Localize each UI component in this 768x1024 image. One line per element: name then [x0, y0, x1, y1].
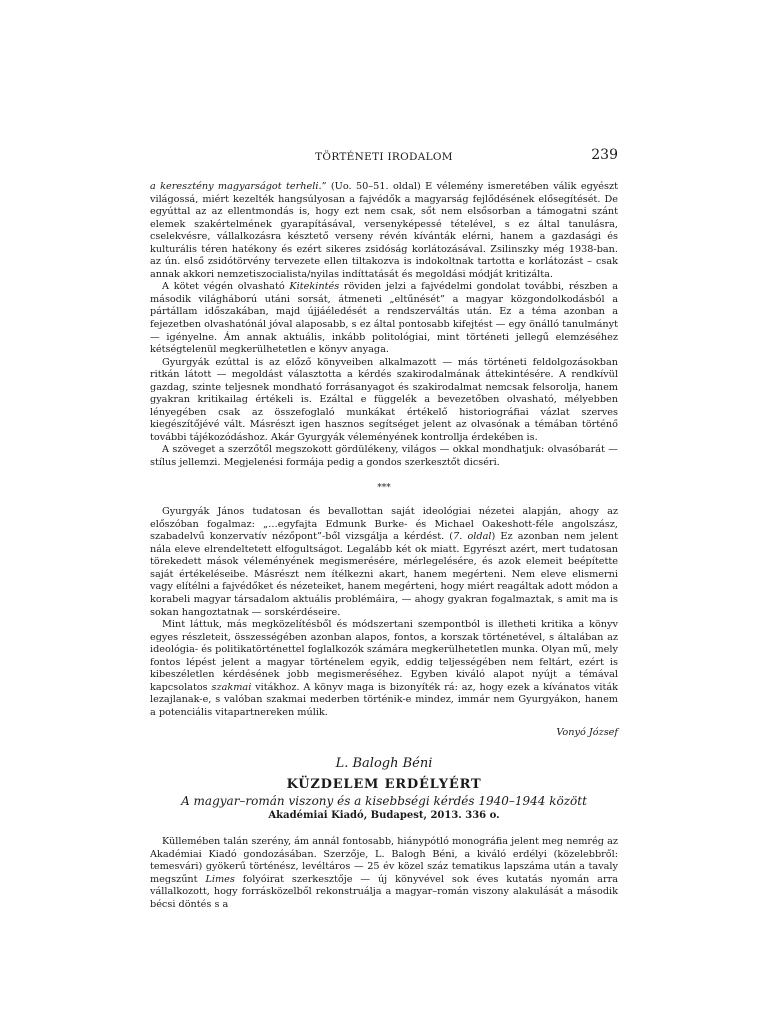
text-run: röviden jelzi a fajvédelmi gondolat további, részben a második világháború utáni sorsát, átmeneti „eltűnését” a magyar közgondolkodásból a pártállam időszakában, majd újjáéledését a rendszerváltás után. Ez a téma azonban a fejezetben olvashatónál jóval alaposabb, s ez által pontosabb kifejtést — egy önálló tanulmányt — igényelne. Ám annak aktuális, inkább politológiai, mint történeti jellegű elemzéséhez kétségtelenül megkerülhetetlen e könyv anyaga. — [150, 281, 618, 356]
italic-text: Kitekintés — [289, 281, 340, 293]
paragraph — [150, 281, 618, 356]
reviewed-book-publisher: Akadémiai Kiadó, Budapest, 2013. 336 o. — [268, 809, 500, 821]
text-run: vitákhoz. A könyv maga is bizonyíték rá: az, hogy ezek a kívánatos viták lezajlanak-e, s valóban szakmai mederben történik-e mindez, immár nem Gyurgyákon, hanem a potenciális vitapartnereken múlik. — [150, 681, 618, 718]
section-separator: *** — [377, 482, 391, 493]
italic-text: szakmai — [211, 681, 252, 693]
text-run: Mint láttuk, más megközelítésből és módszertani szempontból is illetheti kritika a könyv egyes részleteit, összességében azonban alapos, fontos, a korszak történetével, s általában az ideológia- és politikatörténettel foglalkozók számára megkerülhetetlen munka. Olyan mű, mely fontos lépést jelent a magyar történelem egyik, eddig teljességében nem feltárt, ezért is kibeszéletlen kérdésének jobb megismeréséhez. Egyben kiváló alapot nyújt a témával kapcsolatos — [150, 619, 618, 693]
reviewed-book-title: KÜZDELEM ERDÉLYÉRT — [286, 776, 482, 792]
italic-text: a keresztény magyarságot terheli. — [150, 181, 322, 192]
italic-text: Limes — [205, 873, 235, 885]
text-run: Küllemében talán szerény, ám annál fontosabb, hiánypótló monográfia jelent meg nemrég az Akadémiai Kiadó gondozásában. Szerzője, L. Balogh Béni, a kiváló erdélyi (közelebbről: temesvári) gyökerű történész, levéltáros — 25 év közel száz tematikus lapszáma után a tavaly megszűnt — [150, 835, 618, 885]
paragraph — [150, 619, 618, 719]
text-run: A szöveget a szerzőtől megszokott gördülékeny, világos — okkal mondhatjuk: olvasóbarát — stílus jellemzi. Megjelenési formája pedig a gondos szerkesztőt dicséri. — [150, 444, 618, 469]
paragraph — [150, 444, 618, 469]
text-run: folyóirat szerkesztője — új könyvével sok éves kutatás nyomán arra vállalkozott, hogy forrásközelből rekonstruálja a magyar–román viszony alakulását a második bécsi döntés s a — [150, 873, 618, 910]
new-review-text — [150, 836, 618, 911]
page-body — [150, 181, 618, 911]
reviewer-signature: Vonyó József — [556, 727, 618, 739]
text-run: Gyurgyák János tudatosan és bevallottan saját ideológiai nézetei alapján, ahogy az előszóban fogalmaz: „…egyfajta Edmunk Burke- és Michael Oakeshott-féle angolszász, szabadelvű konzervatív nézőpont”-ből vizsgálja a kérdést. ( — [150, 506, 618, 543]
running-head: TÖRTÉNETI IRODALOM — [315, 151, 453, 163]
text-run: Gyurgyák ezúttal is az előző könyveiben alkalmazott — más történeti feldolgozásokban ritkán látott — megoldást választotta a kérdés szakirodalmának áttekintésére. A rendkívül gazdag, szinte teljesnek mondható forrásanyagot és szakirodalmat nemcsak felsorolja, hanem gyakran kritikailag értékeli is. Ezáltal e függelék a bevezetőben olvasható, mélyebben lényegében csak az összefoglaló munkákat értékelő historiográfiai vázlat szerves kiegészítőjévé vált. Másrészt igen hasznos segítséget jelent az olvasónak a témában történő további tájékozódáshoz. Akár Gyurgyák véleményének kontrollja érdekében is. — [150, 356, 618, 443]
page-number: 239 — [591, 147, 618, 163]
page-header — [150, 147, 618, 167]
paragraph — [150, 506, 618, 619]
paragraph — [150, 836, 618, 911]
italic-text: 7. oldal — [453, 531, 492, 543]
text-run: A kötet végén olvasható — [162, 281, 290, 293]
review-continuation — [150, 181, 618, 470]
text-run: ” (Uo. 50–51. oldal) E vélemény ismeretében válik egyészt világossá, miért kezelték hangsúlyosan a fajvédők a magyarság fejlődésének elősegítését. De egyúttal az az ellentmondás is, hogy ezt nem csak, sőt nem elsősorban a támogatni szánt elemek szakértelmének gyarapításával, versenyképessé tételével, s ez által tanulásra, cselekvésre, vállalkozásra késztető verseny révén kívánták elérni, hanem a gazdasági és kulturális téren hatékony és ezért sikeres zsidóság korlátozásával. Zsilinszky még 1938-ban. az ún. első zsidótörvény tervezete ellen tiltakozva is indokoltnak tartotta e korlátozást – csak annak akkori nemzetiszocialista/nyilas indíttatását és megoldási módját kritizálta. — [150, 181, 619, 280]
reviewed-book-author: L. Balogh Béni — [335, 755, 433, 771]
text-run: ) Ez azonban nem jelent nála eleve elrendeltetett elfogultságot. Legalább két ok miatt. Egyrészt azért, mert tudatosan törekedett mások véleményének megismerésére, mérlegelésére, és azok elemeit beépítette saját értékeléseibe. Másrészt nem ítélkezni akart, hanem megérteni. Nem eleve elismerni vagy elítélni a fajvédőket és nézeteiket, hanem megérteni, hogy miért reagáltak adott módon a korabeli magyar társadalom aktuális problémáira, — ahogy gyakran fogalmaztak, s amit ma is sokan hangoztatnak — sorskérdéseire. — [150, 531, 618, 618]
reviewed-book-subtitle: A magyar–román viszony és a kisebbségi kérdés 1940–1944 között — [181, 793, 587, 808]
paragraph — [150, 181, 618, 281]
review-conclusion — [150, 506, 618, 719]
paragraph — [150, 357, 618, 445]
